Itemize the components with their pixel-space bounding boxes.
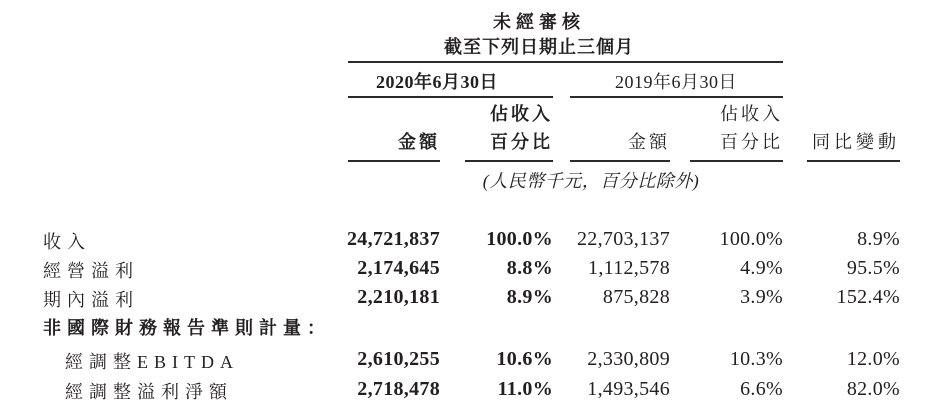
row-label: 經調整溢利淨額 (65, 382, 233, 402)
period-2019-header: 2019年6月30日 (615, 72, 737, 92)
row-label: 經調整EBITDA (65, 352, 239, 372)
table-row-non-ifrs-section (0, 314, 928, 338)
amount-2019-cell: 1,493,546 (587, 378, 670, 400)
table-row-profit-for-period (0, 286, 928, 310)
amount-2019-cell: 1,112,578 (588, 257, 670, 279)
currency-unit-note: (人民幣千元，百分比除外) (482, 171, 700, 191)
amount-2020-cell: 2,210,181 (357, 286, 440, 308)
amount-2020-cell: 2,610,255 (357, 348, 440, 370)
caption-unaudited: 未經審核 (493, 12, 585, 32)
yoy-cell: 95.5% (846, 257, 900, 279)
col-header-amount-2020: 金額 (398, 132, 440, 152)
pct-2020-cell: 100.0% (486, 228, 553, 250)
pct-2019-cell: 6.6% (740, 378, 783, 400)
pct-2019-cell: 4.9% (740, 257, 783, 279)
pct-2020-cell: 11.0% (497, 378, 553, 400)
table-row-operating-profit (0, 257, 928, 281)
yoy-cell: 8.9% (857, 228, 900, 250)
yoy-cell: 82.0% (846, 378, 900, 400)
table-row-adjusted-net-profit (0, 378, 928, 402)
pct-2020-cell: 8.8% (506, 257, 553, 279)
period-2019-rule (570, 96, 783, 98)
row-label: 期內溢利 (43, 290, 139, 310)
amount-2019-cell: 875,828 (602, 286, 670, 308)
table-row-adjusted-ebitda (0, 348, 928, 372)
amount-2019-cell: 2,330,809 (587, 348, 670, 370)
period-2020-header: 2020年6月30日 (376, 72, 498, 92)
amount-2019-cell: 22,703,137 (577, 228, 670, 250)
row-label: 經營溢利 (43, 261, 139, 281)
amount-2020-cell: 2,718,478 (357, 378, 440, 400)
yoy-cell: 152.4% (836, 286, 900, 308)
pct-2020-cell: 10.6% (496, 348, 553, 370)
col-header-amount-2019: 金額 (628, 132, 670, 152)
section-label: 非國際財務報告準則計量： (43, 318, 331, 338)
yoy-cell: 12.0% (846, 348, 900, 370)
table-row-revenue (0, 228, 928, 252)
amount-2020-cell: 2,174,645 (357, 257, 440, 279)
pct-2019-cell: 100.0% (719, 228, 783, 250)
col-header-pct-2019-line1: 佔收入 (720, 104, 783, 124)
pct-2019-cell: 3.9% (740, 286, 783, 308)
caption-three-months-ended: 截至下列日期止三個月 (444, 37, 634, 57)
col-header-pct-2019-line2: 百分比 (720, 132, 783, 152)
period-2020-rule (348, 96, 553, 98)
col-rule-amount-2019 (570, 160, 670, 162)
col-header-pct-2020-line2: 百分比 (490, 132, 553, 152)
col-rule-amount-2020 (348, 160, 440, 162)
pct-2019-cell: 10.3% (729, 348, 783, 370)
col-header-pct-2020-line1: 佔收入 (490, 104, 553, 124)
row-label: 收入 (43, 232, 91, 252)
col-rule-pct-2020 (465, 160, 553, 162)
col-rule-pct-2019 (690, 160, 783, 162)
col-header-yoy-change: 同比變動 (812, 132, 900, 152)
col-rule-yoy (807, 160, 900, 162)
caption-rule (348, 61, 783, 63)
pct-2020-cell: 8.9% (506, 286, 553, 308)
amount-2020-cell: 24,721,837 (347, 228, 440, 250)
